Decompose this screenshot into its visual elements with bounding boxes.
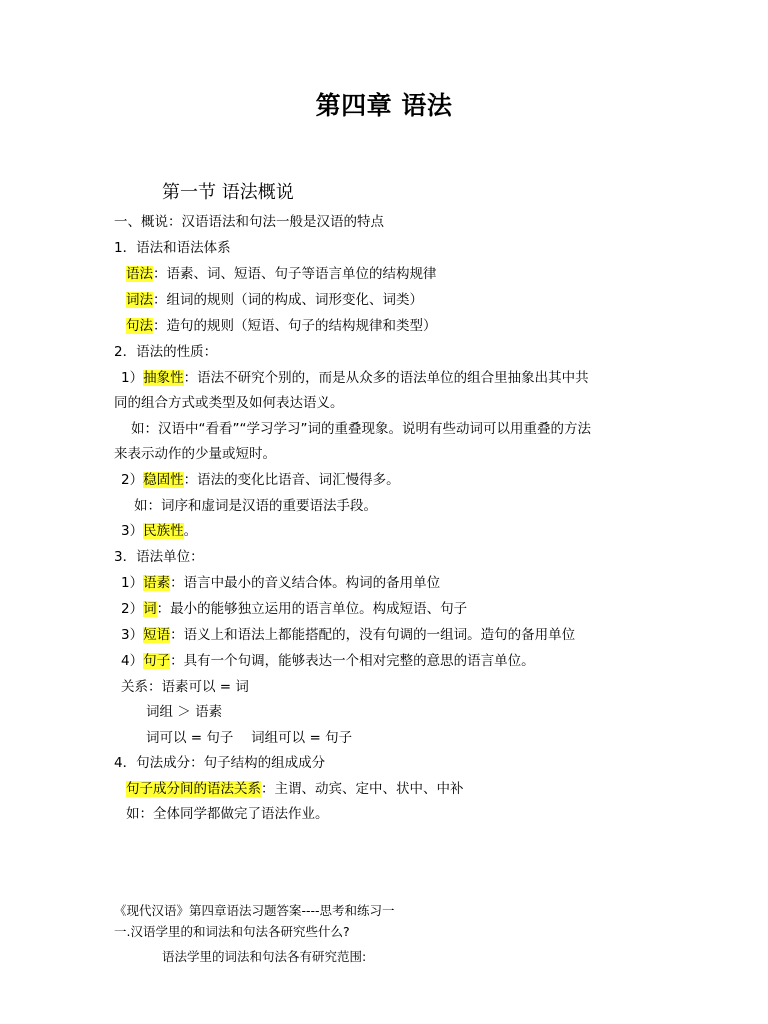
highlighted-term: 语法 (126, 266, 153, 282)
definition-syntax (126, 317, 437, 335)
definition-text: ：最小的能够独立运用的语言单位。构成短语、句子 (156, 601, 468, 617)
relation-line-2: 词组 ＞ 语素 (146, 704, 223, 720)
highlighted-term: 句子成分间的语法关系 (126, 781, 261, 797)
unit-phrase (121, 626, 575, 644)
definition-grammar (126, 265, 437, 283)
definition-morphology (126, 291, 423, 309)
unit-sentence (121, 652, 535, 670)
highlighted-term: 句法 (126, 318, 153, 334)
exercise-answer: 语法学里的词法和句法各有研究范围: (162, 949, 367, 964)
example-word-order: 如：词序和虚词是汉语的重要语法手段。 (134, 498, 377, 514)
syntactic-relations (126, 780, 464, 798)
heading-grammar-units: 3．语法单位： (114, 549, 204, 565)
nature-stable (121, 471, 400, 489)
highlighted-term: 词法 (126, 292, 153, 308)
definition-text: ：语法的变化比语音、词汇慢得多。 (183, 472, 400, 488)
exercise-heading: 《现代汉语》第四章语法习题答案----思考和练习一 (114, 903, 395, 918)
definition-text: ：组词的规则（词的构成、词形变化、词类） (153, 292, 423, 308)
list-number: 4） (121, 653, 144, 669)
relation-line-1: 关系：语素可以 = 词 (121, 679, 249, 695)
unit-morpheme (121, 574, 440, 592)
highlighted-term: 民族性 (143, 523, 184, 539)
definition-text: ：造句的规则（短语、句子的结构规律和类型） (153, 318, 437, 334)
list-number: 3） (121, 523, 144, 539)
heading-grammar-system: 1．语法和语法体系 (114, 240, 231, 256)
heading-syntactic-components: 4．句法成分：句子结构的组成成分 (114, 755, 326, 771)
unit-word (121, 600, 467, 618)
example-sentence: 如：全体同学都做完了语法作业。 (126, 806, 329, 822)
exercise-question: 一.汉语学里的和词法和句法各研究些什么? (114, 924, 350, 939)
definition-text: ：语言中最小的音义结合体。构词的备用单位 (170, 575, 441, 591)
example-reduplication-continued: 来表示动作的少量或短时。 (114, 446, 276, 462)
highlighted-term: 语素 (143, 575, 171, 591)
highlighted-term: 抽象性 (143, 370, 184, 386)
definition-text: ：主谓、动宾、定中、状中、中补 (261, 781, 464, 797)
highlighted-term: 稳固性 (143, 472, 184, 488)
overview-line: 一、概说：汉语语法和句法一般是汉语的特点 (114, 214, 384, 230)
nature-national (121, 522, 197, 540)
definition-text: ：语法不研究个别的，而是从众多的语法单位的组合里抽象出其中共 (183, 370, 589, 386)
definition-text: ：语素、词、短语、句子等语言单位的结构规律 (153, 266, 437, 282)
nature-abstract-continued: 同的组合方式或类型及如何表达语义。 (114, 395, 344, 411)
definition-text: ：具有一个句调，能够表达一个相对完整的意思的语言单位。 (170, 653, 535, 669)
list-number: 2） (121, 472, 144, 488)
nature-abstract (121, 369, 589, 387)
relation-line-3: 词可以 = 句子 词组可以 = 句子 (146, 730, 353, 746)
list-number: 1） (121, 575, 144, 591)
highlighted-term: 句子 (143, 653, 171, 669)
definition-text: 。 (183, 523, 198, 539)
highlighted-term: 短语 (143, 627, 171, 643)
chapter-title: 第四章 语法 (315, 91, 453, 120)
heading-grammar-nature: 2．语法的性质： (114, 344, 218, 360)
list-number: 3） (121, 627, 144, 643)
list-number: 2） (121, 601, 144, 617)
definition-text: ：语义上和语法上都能搭配的，没有句调的一组词。造句的备用单位 (170, 627, 576, 643)
highlighted-term: 词 (143, 601, 157, 617)
example-reduplication: 如：汉语中“看看”“学习学习”词的重叠现象。说明有些动词可以用重叠的方法 (131, 421, 591, 437)
section-title: 第一节 语法概说 (162, 182, 294, 203)
list-number: 1） (121, 370, 144, 386)
